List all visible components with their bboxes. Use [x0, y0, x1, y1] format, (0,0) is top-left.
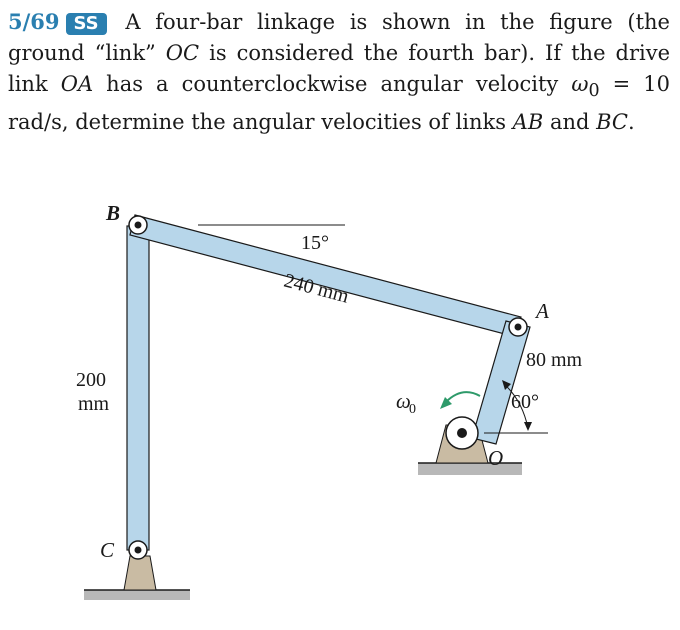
- link-bc: [127, 226, 149, 550]
- text-part-5: and: [543, 110, 597, 135]
- label-a: A: [536, 299, 549, 323]
- omega-subscript: 0: [588, 81, 600, 102]
- pin-a-center: [515, 324, 522, 331]
- link-ab: AB: [512, 110, 544, 135]
- ground-o: [418, 463, 522, 475]
- link-oa: [472, 321, 530, 444]
- text-part-6: .: [628, 110, 635, 135]
- label-c: C: [100, 538, 115, 562]
- omega-arrow: [446, 392, 480, 402]
- text-part-1: A four-bar linkage is shown in the figure (the ground “link”: [8, 10, 670, 65]
- text-part-2: is considered the fourth bar). If the drive link: [8, 41, 670, 96]
- length-ab-label: 240 mm: [281, 269, 352, 308]
- support-c: [124, 556, 156, 590]
- angle-60-label: 60°: [511, 391, 539, 413]
- label-o: O: [488, 446, 504, 470]
- ground-c: [84, 590, 190, 600]
- height-bc-label-2: mm: [78, 393, 110, 415]
- length-oa-label: 80 mm: [526, 349, 583, 371]
- problem-number: 5/69: [8, 9, 60, 34]
- text-part-4: = 10 rad/s, determine the angular velocities of links: [8, 72, 671, 135]
- pin-c-center: [135, 547, 142, 554]
- omega-label-subscript: 0: [409, 402, 416, 417]
- ss-badge: SS: [66, 13, 107, 35]
- link-oa: OA: [60, 72, 94, 96]
- label-b: B: [106, 201, 121, 225]
- pin-o-center: [457, 428, 467, 438]
- link-oc: OC: [165, 41, 200, 65]
- text-part-3: has a counterclockwise angular velocity: [93, 72, 572, 96]
- omega-symbol: ω: [571, 72, 589, 96]
- angle-15-label: 15°: [301, 232, 329, 254]
- link-bc: BC: [596, 110, 628, 135]
- omega-label: ω: [396, 389, 411, 413]
- height-bc-label-1: 200: [76, 369, 106, 391]
- arc-arrow-lower: [524, 422, 532, 431]
- pin-b-center: [135, 222, 142, 229]
